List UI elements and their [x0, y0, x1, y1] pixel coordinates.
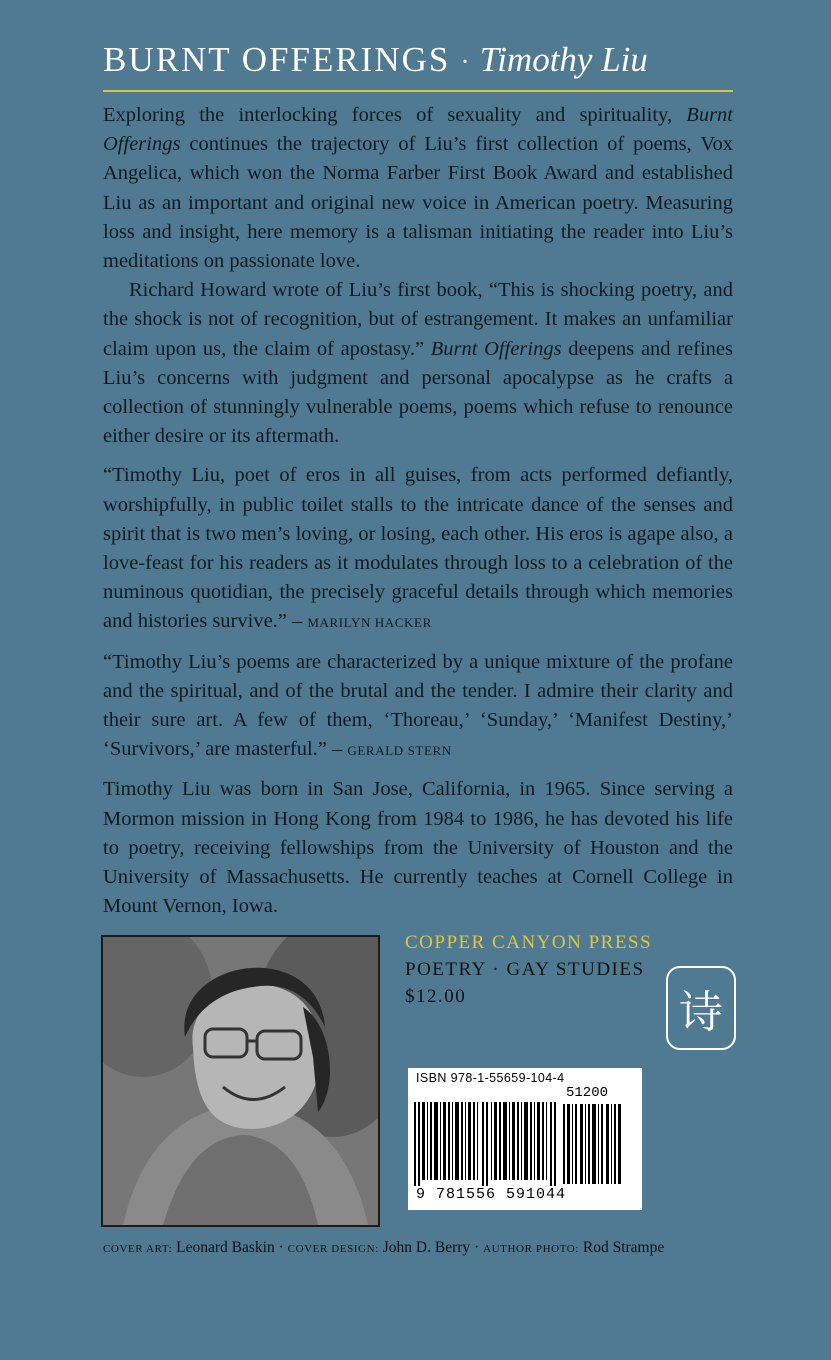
back-cover-text	[103, 101, 733, 921]
description-paragraph-2: Richard Howard wrote of Liu’s first book, “This is shocking poetry, and the shock is not of recognition, but of estrangement. It makes an unfamiliar claim upon us, the claim of apostasy.” Burnt Offerings deepens and refines Liu’s concerns with judgment and personal apocalypse as he crafts a collection of stunningly vulnerable poems, poems which refuse to renounce either desire or its aftermath.	[103, 279, 733, 448]
author-bio: Timothy Liu was born in San Jose, California, in 1965. Since serving a Mormon mission in Hong Kong from 1984 to 1986, he has devoted his life to poetry, receiving fellowships from the University of Houston and the University of Massachusetts. He currently teaches at Cornell College in Mount Vernon, Iowa.	[103, 778, 733, 918]
credit-dot: ·	[474, 1239, 480, 1256]
cover-design-label: COVER DESIGN:	[287, 1243, 379, 1255]
addon-barcode-icon	[563, 1104, 623, 1184]
cover-design-credit: John D. Berry	[382, 1239, 471, 1256]
publisher-name: COPPER CANYON PRESS	[405, 932, 653, 953]
cover-art-label: COVER ART:	[103, 1243, 173, 1255]
barcode-addon-digits: 51200	[566, 1085, 609, 1101]
author-portrait-illustration	[103, 937, 378, 1225]
cover-art-credit: Leonard Baskin	[176, 1239, 275, 1256]
blurb-stern: “Timothy Liu’s poems are characterized by a unique mixture of the profane and the spiritual, and of the brutal and the tender. I admire their clarity and their sure art. A few of them, ‘Thoreau,’ ‘Sunday,’ ‘Manifest Destiny,’ ‘Survivors,’ are masterful.” – GERALD STERN	[103, 650, 733, 761]
blurb-hacker: “Timothy Liu, poet of eros in all guises, from acts performed defiantly, worshipfully, in public toilet stalls to the intricate dance of the senses and spirit that is two men’s loving, or losing, each other. His eros is agape also, a love-feast for his readers as it modulates through loss to a celebration of the numinous quotidian, the precisely graceful details through which memories and histories survive.” – MARILYN HACKER	[103, 464, 733, 633]
press-logo-glyph: 诗	[679, 987, 723, 1038]
press-logo-icon	[666, 966, 736, 1050]
publisher-block	[405, 929, 652, 1010]
book-price: $12.00	[405, 986, 467, 1007]
barcode-box	[408, 1068, 642, 1210]
credit-dot: ·	[278, 1239, 284, 1256]
book-author: Timothy Liu	[479, 40, 648, 79]
blurb-attribution: MARILYN HACKER	[307, 615, 432, 631]
author-photo-label: AUTHOR PHOTO:	[483, 1243, 579, 1255]
barcode-icon	[414, 1102, 559, 1186]
title-separator: ·	[460, 47, 470, 78]
cover-credits	[103, 1239, 743, 1257]
author-photo	[101, 935, 380, 1227]
title-rule	[103, 90, 733, 92]
author-photo-credit: Rod Strampe	[582, 1239, 665, 1256]
book-title: BURNT OFFERINGS	[103, 40, 451, 79]
description-paragraph-1: Exploring the interlocking forces of sexuality and spirituality, Burnt Offerings continues the trajectory of Liu’s first collection of poems, Vox Angelica, which won the Norma Farber First Book Award and established Liu as an important and original new voice in American poetry. Measuring loss and insight, here memory is a talisman initiating the reader into Liu’s meditations on passionate love.	[103, 104, 733, 273]
publisher-categories: POETRY · GAY STUDIES	[405, 959, 645, 980]
blurb-attribution: GERALD STERN	[347, 743, 452, 759]
book-title-line	[103, 40, 733, 80]
isbn-label: ISBN 978-1-55659-104-4	[416, 1071, 565, 1085]
ean-digits: 9 781556 591044	[416, 1186, 567, 1203]
